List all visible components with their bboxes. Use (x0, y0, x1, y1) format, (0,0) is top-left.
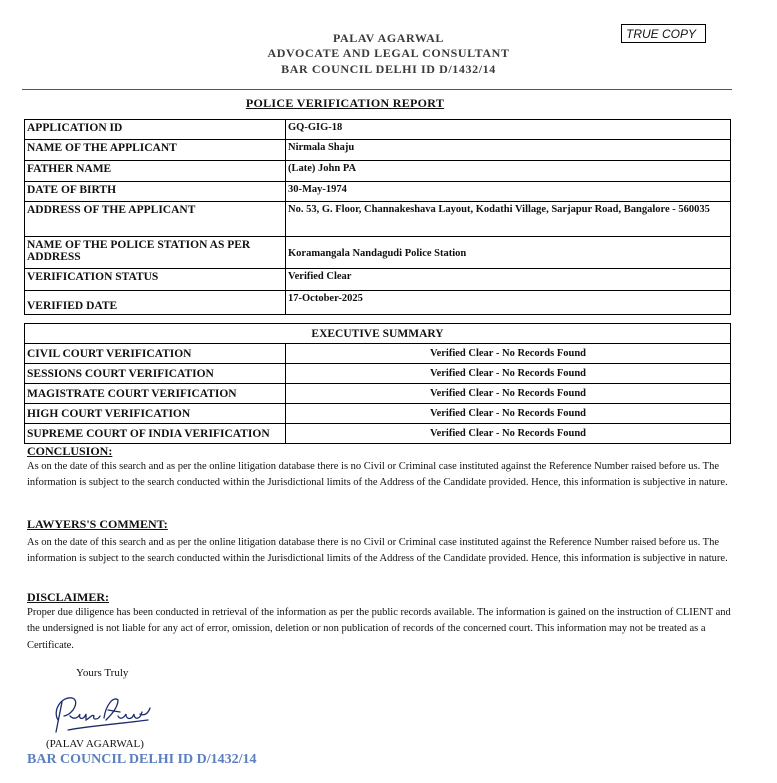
signatory-bar-id: BAR COUNCIL DELHI ID D/1432/14 (27, 752, 257, 767)
executive-summary-table (24, 323, 731, 444)
detail-value: GQ-GIG-18 (286, 120, 731, 140)
detail-value: 30-May-1974 (286, 182, 731, 202)
detail-label: DATE OF BIRTH (25, 182, 286, 202)
disclaimer-heading: DISCLAIMER: (27, 590, 110, 604)
table-row (25, 182, 731, 202)
closing-text: Yours Truly (76, 667, 129, 679)
table-row (25, 384, 731, 404)
table-row (25, 269, 731, 291)
true-copy-stamp: TRUE COPY (621, 24, 706, 43)
table-row (25, 424, 731, 444)
table-row (25, 120, 731, 140)
advocate-bar-id: BAR COUNCIL DELHI ID D/1432/14 (281, 62, 496, 76)
header-divider (22, 89, 732, 90)
summary-value: Verified Clear - No Records Found (286, 404, 731, 424)
conclusion-text: As on the date of this search and as per the online litigation database there is no Civil or Criminal case instituted against the Reference Number raised before us. The information is subject to the search conducted within the Jurisdictional limits of the Address of the Candidate provided. Hence, this information is subjective in nature. (27, 461, 728, 489)
table-row (25, 291, 731, 315)
table-row (25, 364, 731, 384)
summary-label: SESSIONS COURT VERIFICATION (25, 364, 286, 384)
disclaimer-text: Proper due diligence has been conducted in retrieval of the information as per the public records available. The information is gained on the instruction of CLIENT and the undersigned is not liable for any act of error, omission, deletion or non publication of records of the concerned court. This information may not be treated as a Certificate. (27, 607, 731, 651)
advocate-name: PALAV AGARWAL (332, 31, 445, 45)
detail-label: FATHER NAME (25, 161, 286, 182)
advocate-designation: ADVOCATE AND LEGAL CONSULTANT (267, 46, 510, 60)
summary-label: HIGH COURT VERIFICATION (25, 404, 286, 424)
table-row (25, 344, 731, 364)
detail-label: NAME OF THE POLICE STATION AS PER ADDRESS (25, 237, 286, 269)
detail-label: NAME OF THE APPLICANT (25, 140, 286, 161)
signature-image (48, 690, 158, 738)
lawyers-comment-text: As on the date of this search and as per the online litigation database there is no Civil or Criminal case instituted against the Reference Number raised before us. The information is subject to the search conducted within the Jurisdictional limits of the Address of the Candidate provided. Hence, this information is subjective in nature. (27, 537, 728, 565)
conclusion-heading: CONCLUSION: (27, 444, 113, 458)
table-row (25, 237, 731, 269)
detail-label: ADDRESS OF THE APPLICANT (25, 202, 286, 237)
applicant-details-table (24, 119, 731, 315)
detail-value: 17-October-2025 (286, 291, 731, 315)
detail-value: Koramangala Nandagudi Police Station (286, 237, 731, 269)
detail-value: No. 53, G. Floor, Channakeshava Layout, Kodathi Village, Sarjapur Road, Bangalore - 560035 (286, 202, 731, 237)
summary-value: Verified Clear - No Records Found (286, 344, 731, 364)
summary-value: Verified Clear - No Records Found (286, 384, 731, 404)
summary-heading: EXECUTIVE SUMMARY (25, 324, 731, 344)
detail-value: Verified Clear (286, 269, 731, 291)
report-title: POLICE VERIFICATION REPORT (245, 96, 445, 110)
summary-label: SUPREME COURT OF INDIA VERIFICATION (25, 424, 286, 444)
table-row (25, 161, 731, 182)
detail-label: VERIFICATION STATUS (25, 269, 286, 291)
table-row (25, 404, 731, 424)
summary-value: Verified Clear - No Records Found (286, 364, 731, 384)
detail-label: VERIFIED DATE (25, 291, 286, 315)
summary-label: CIVIL COURT VERIFICATION (25, 344, 286, 364)
detail-value: Nirmala Shaju (286, 140, 731, 161)
table-row (25, 324, 731, 344)
summary-label: MAGISTRATE COURT VERIFICATION (25, 384, 286, 404)
lawyers-comment-heading: LAWYERS'S COMMENT: (27, 517, 168, 531)
detail-value: (Late) John PA (286, 161, 731, 182)
table-row (25, 202, 731, 237)
signatory-name: (PALAV AGARWAL) (46, 738, 144, 750)
summary-value: Verified Clear - No Records Found (286, 424, 731, 444)
detail-label: APPLICATION ID (25, 120, 286, 140)
table-row (25, 140, 731, 161)
